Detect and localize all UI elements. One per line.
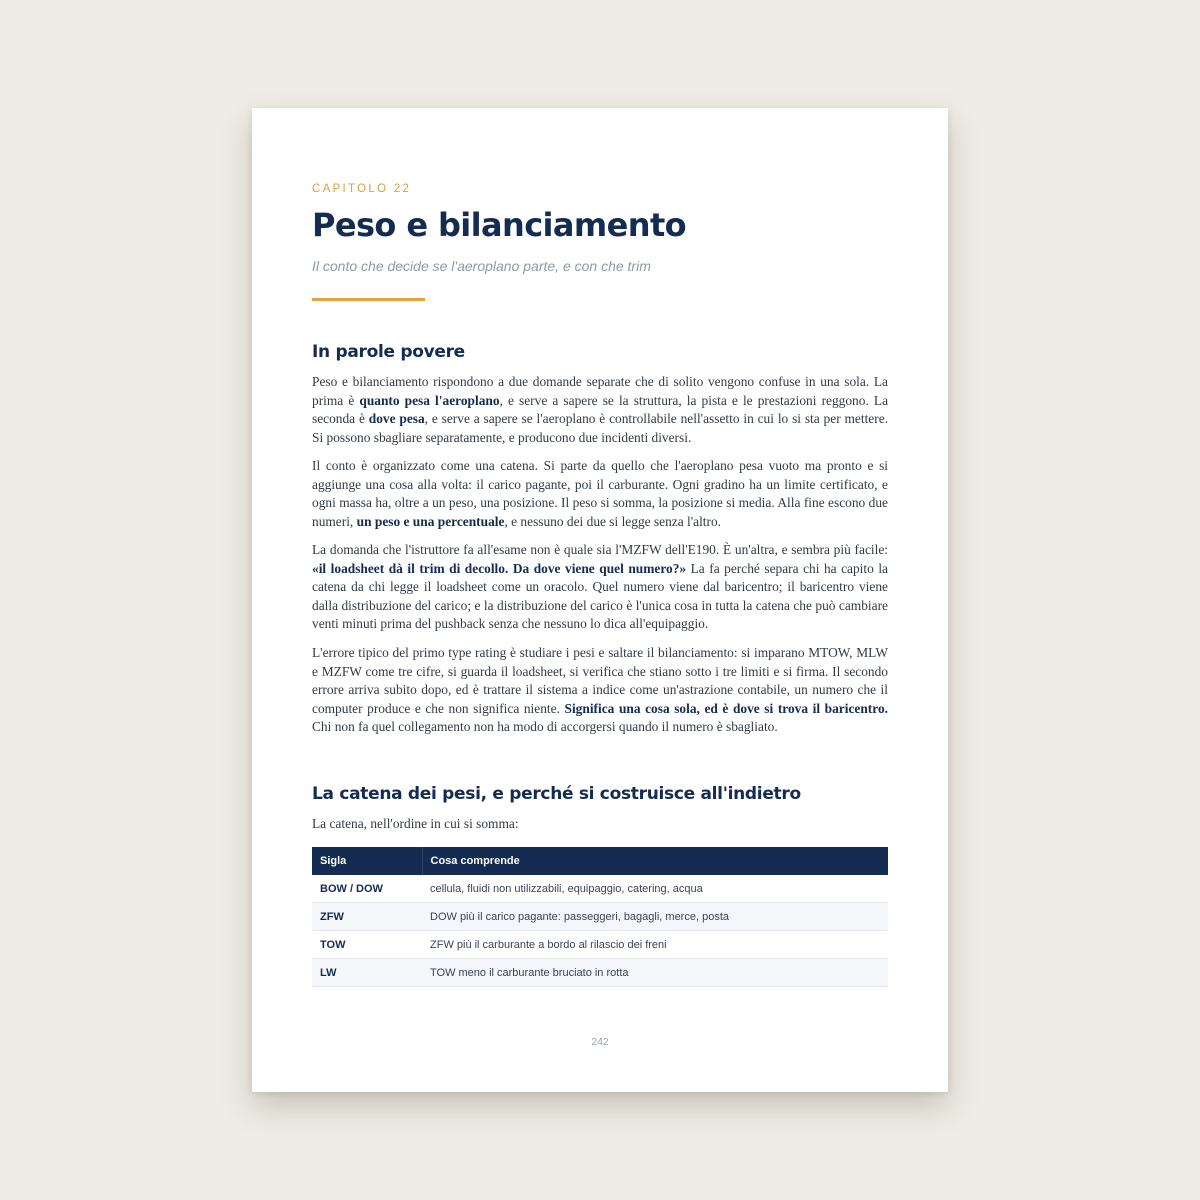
paragraph-text: , e serve a sapere se la struttura, la pista e le prestazioni reggono. La seconda è [312, 392, 889, 427]
paragraph-text: La fa perché separa chi ha capito la catena da chi legge il loadsheet come un oracolo. Quel numero viene dal baricentro; il baricentro viene dalla distribuzione del carico; e la distribuzione del carico è l'unica cosa in tutta la catena che può cambiare venti minuti prima del pushback senza che nessuno lo dica all'equipaggio. [312, 560, 888, 632]
table-row [312, 959, 888, 987]
paragraph [312, 644, 888, 737]
emphasis-text: «il loadsheet dà il trim di decollo. Da dove viene quel numero?» [312, 560, 687, 576]
weight-code: TOW [312, 931, 422, 959]
table-row [312, 875, 888, 903]
paragraph-text: , e nessuno dei due si legge senza l'altro. [504, 513, 722, 529]
section-heading: In parole povere [312, 342, 465, 362]
emphasis-text: Significa una cosa sola, ed è dove si trova il baricentro. [564, 700, 888, 716]
title-divider [312, 298, 425, 301]
book-page [252, 108, 948, 1092]
paragraph-text: Chi non fa quel collegamento non ha modo di accorgersi quando il numero è sbagliato. [312, 719, 778, 735]
table-header-row [312, 847, 888, 875]
weights-table [312, 847, 888, 987]
table-intro: La catena, nell'ordine in cui si somma: [312, 816, 519, 831]
table-row [312, 931, 888, 959]
paragraph [312, 541, 888, 634]
page-number: 242 [591, 1036, 609, 1048]
paragraph [312, 457, 888, 531]
paragraph-text: La domanda che l'istruttore fa all'esame non è quale sia l'MZFW dell'E190. È un'altra, e sembra più facile: [312, 542, 888, 557]
weight-code: BOW / DOW [312, 875, 422, 903]
page-title: Peso e bilanciamento [312, 206, 687, 244]
column-header-description: Cosa comprende [422, 847, 888, 875]
weight-description: TOW meno il carburante bruciato in rotta [422, 959, 888, 987]
paragraph-text: Peso e bilanciamento rispondono a due domande separate che di solito vengono confuse in una sola. La prima è [312, 374, 888, 408]
weight-code: ZFW [312, 903, 422, 931]
weight-code: LW [312, 959, 422, 987]
weight-description: cellula, fluidi non utilizzabili, equipaggio, catering, acqua [422, 875, 888, 903]
paragraph-text: L'errore tipico del primo type rating è studiare i pesi e saltare il bilanciamento: si imparano MTOW, MLW e MZFW come tre cifre, si guarda il loadsheet, si verifica che stiano sotto i tre limiti e si firma. Il secondo errore arriva subito dopo, ed è trattare il sistema a indice come un'astrazione contabile, un numero che il computer produce e che non significa niente. [312, 645, 888, 716]
section-heading: La catena dei pesi, e perché si costruisce all'indietro [312, 784, 801, 804]
paragraph [312, 373, 888, 447]
table-row [312, 903, 888, 931]
paragraph-text: Il conto è organizzato come una catena. Si parte da quello che l'aeroplano pesa vuoto ma pronto e si aggiunge una cosa alla volta: il carico pagante, poi il carburante. Ogni gradino ha un limite certificato, e ogni massa ha, oltre a un peso, una posizione. Il peso si somma, la posizione si media. Alla fine escono due numeri, [312, 458, 888, 529]
emphasis-text: dove pesa [368, 411, 425, 427]
chapter-subtitle: Il conto che decide se l'aeroplano parte, e con che trim [312, 258, 651, 274]
weight-description: ZFW più il carburante a bordo al rilascio dei freni [422, 931, 888, 959]
emphasis-text: un peso e una percentuale [356, 513, 505, 529]
column-header-code: Sigla [312, 847, 422, 875]
chapter-label: CAPITOLO 22 [312, 183, 412, 195]
weight-description: DOW più il carico pagante: passeggeri, bagagli, merce, posta [422, 903, 888, 931]
emphasis-text: quanto pesa l'aeroplano [359, 392, 500, 408]
paragraph-text: , e serve a sapere se l'aeroplano è controllabile nell'assetto in cui lo si sta per mettere. Si possono sbagliare separatamente, e producono due incidenti diversi. [312, 411, 888, 445]
